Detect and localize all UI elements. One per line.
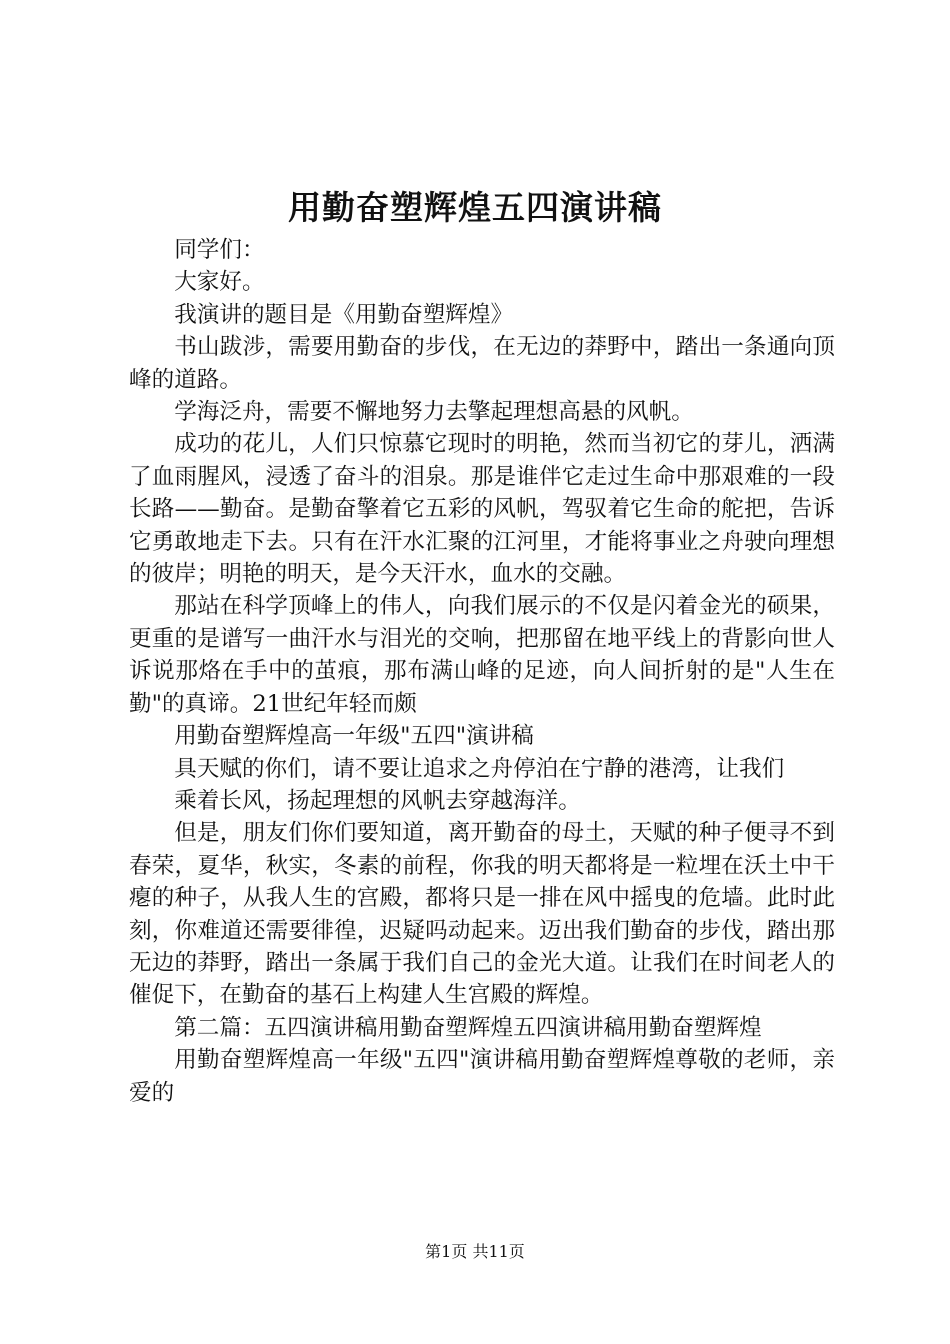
paragraph: 具天赋的你们，请不要让追求之舟停泊在宁静的港湾，让我们 <box>174 755 785 782</box>
paragraph: 乘着长风，扬起理想的风帆去穿越海洋。 <box>174 787 581 814</box>
paragraph: 我演讲的题目是《用勤奋塑辉煌》 <box>174 301 514 328</box>
paragraph: 用勤奋塑辉煌高一年级"五四"演讲稿 <box>174 723 534 750</box>
paragraph: 那站在科学顶峰上的伟人，向我们展示的不仅是闪着金光的硕果，更重的是谱写一曲汗水与泪光的交响，把那留在地平线上的背影向世人诉说那烙在手中的茧痕，那布满山峰的足迹，向人间折射的是"人生在勤"的真谛。21世纪年轻而颇 <box>129 593 835 717</box>
paragraph: 学海泛舟，需要不懈地努力去擎起理想高悬的风帆。 <box>174 399 694 426</box>
document-body <box>129 234 835 1109</box>
paragraph: 第二篇：五四演讲稿用勤奋塑辉煌五四演讲稿用勤奋塑辉煌 <box>174 1014 762 1041</box>
document-title: 用勤奋塑辉煌五四演讲稿 <box>288 188 662 227</box>
paragraph: 成功的花儿，人们只惊慕它现时的明艳，然而当初它的芽儿，洒满了血雨腥风，浸透了奋斗的泪泉。那是谁伴它走过生命中那艰难的一段长路——勤奋。是勤奋擎着它五彩的风帆，驾驭着它生命的舵把，告诉它勇敢地走下去。只有在汗水汇聚的江河里，才能将事业之舟驶向理想的彼岸；明艳的明天，是今天汗水，血水的交融。 <box>129 431 835 588</box>
paragraph: 书山跋涉，需要用勤奋的步伐，在无边的莽野中，踏出一条通向顶峰的道路。 <box>129 334 835 393</box>
paragraph: 用勤奋塑辉煌高一年级"五四"演讲稿用勤奋塑辉煌尊敬的老师，亲爱的 <box>129 1047 835 1106</box>
paragraph: 大家好。 <box>174 269 265 296</box>
page-footer: 第1页 共11页 <box>425 1242 525 1261</box>
paragraph: 同学们： <box>174 237 265 263</box>
paragraph: 但是，朋友们你们要知道，离开勤奋的母土，天赋的种子便寻不到春荣，夏华，秋实，冬素的前程，你我的明天都将是一粒埋在沃土中干瘪的种子，从我人生的宫殿，都将只是一排在风中摇曳的危墙。此时此刻，你难道还需要徘徨，迟疑吗动起来。迈出我们勤奋的步伐，踏出那无边的莽野，踏出一条属于我们自己的金光大道。让我们在时间老人的催促下，在勤奋的基石上构建人生宫殿的辉煌。 <box>129 820 835 1009</box>
